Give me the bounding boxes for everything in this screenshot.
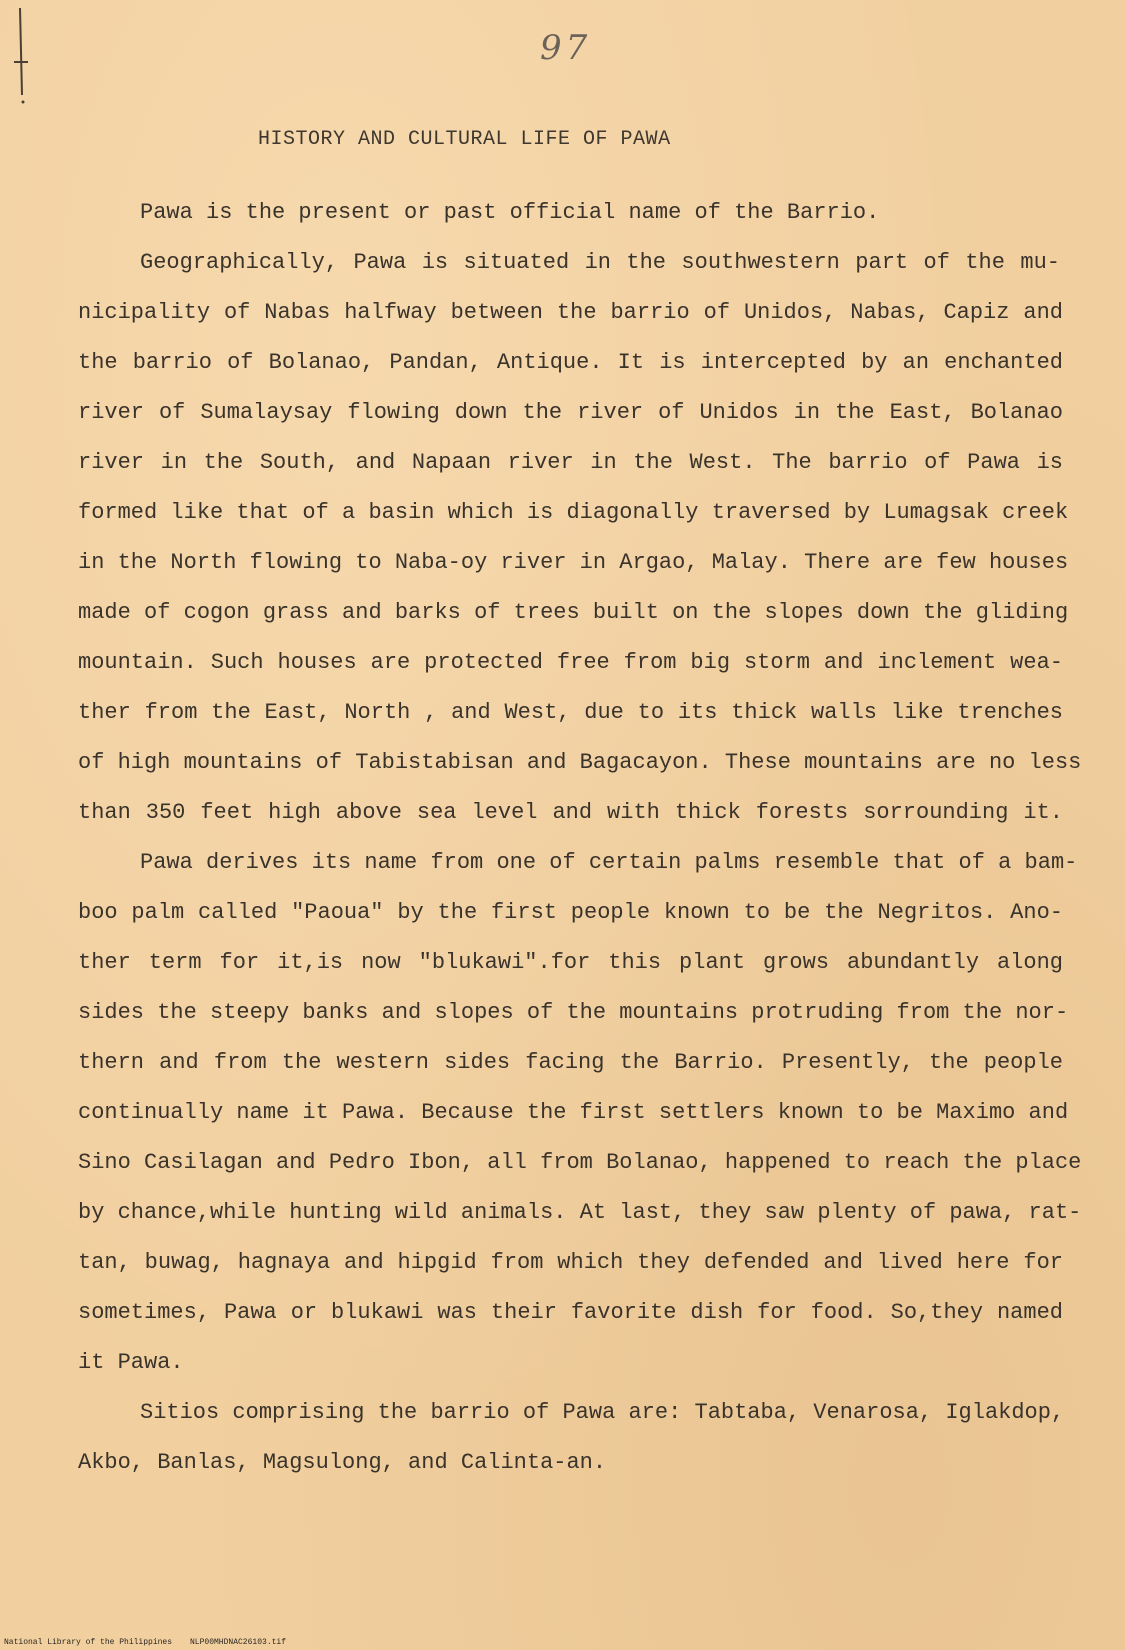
paragraph-line: thern and from the western sides facing the Barrio. Presently, the people bbox=[78, 1050, 1063, 1075]
paragraph-line: river in the South, and Napaan river in the West. The barrio of Pawa is bbox=[78, 450, 1063, 475]
paragraph-line: tan, buwag, hagnaya and hipgid from which they defended and lived here for bbox=[78, 1250, 1063, 1275]
paragraph-line: of high mountains of Tabistabisan and Bagacayon. These mountains are no less bbox=[78, 750, 1082, 775]
paragraph-line: Sitios comprising the barrio of Pawa are: Tabtaba, Venarosa, Iglakdop, bbox=[140, 1400, 1065, 1425]
paragraph-line: nicipality of Nabas halfway between the barrio of Unidos, Nabas, Capiz and bbox=[78, 300, 1063, 325]
paragraph-line: Akbo, Banlas, Magsulong, and Calinta-an. bbox=[78, 1450, 607, 1475]
paragraph-line: Pawa derives its name from one of certain palms resemble that of a bam- bbox=[140, 850, 1078, 875]
paragraph-line: sides the steepy banks and slopes of the mountains protruding from the nor- bbox=[78, 1000, 1069, 1025]
paragraph-line: Sino Casilagan and Pedro Ibon, all from Bolanao, happened to reach the place bbox=[78, 1150, 1082, 1175]
paragraph-line: Pawa is the present or past official name of the Barrio. bbox=[140, 200, 880, 225]
paragraph-line: mountain. Such houses are protected free from big storm and inclement wea- bbox=[78, 650, 1063, 675]
paragraph-line: sometimes, Pawa or blukawi was their favorite dish for food. So,they named bbox=[78, 1300, 1063, 1325]
paragraph-line: Geographically, Pawa is situated in the southwestern part of the mu- bbox=[140, 250, 1060, 275]
paragraph-line: river of Sumalaysay flowing down the river of Unidos in the East, Bolanao bbox=[78, 400, 1063, 425]
document-title: HISTORY AND CULTURAL LIFE OF PAWA bbox=[258, 128, 671, 151]
footer-library: National Library of the Philippines bbox=[4, 1638, 173, 1647]
paragraph-line: in the North flowing to Naba-oy river in Argao, Malay. There are few houses bbox=[78, 550, 1069, 575]
paragraph-line: continually name it Pawa. Because the first settlers known to be Maximo and bbox=[78, 1100, 1069, 1125]
footer-filename: NLP00MHDNAC26103.tif bbox=[190, 1638, 287, 1647]
paragraph-line: by chance,while hunting wild animals. At last, they saw plenty of pawa, rat- bbox=[78, 1200, 1082, 1225]
paragraph-line: made of cogon grass and barks of trees built on the slopes down the gliding bbox=[78, 600, 1069, 625]
paragraph-line: it Pawa. bbox=[78, 1350, 184, 1375]
paragraph-line: boo palm called "Paoua" by the first people known to be the Negritos. Ano- bbox=[78, 900, 1063, 925]
paragraph-line: the barrio of Bolanao, Pandan, Antique. It is intercepted by an enchanted bbox=[78, 350, 1063, 375]
paragraph-line: than 350 feet high above sea level and with thick forests sorrounding it. bbox=[78, 800, 1063, 825]
binding-mark bbox=[0, 0, 40, 130]
paragraph-line: ther term for it,is now "blukawi".for this plant grows abundantly along bbox=[78, 950, 1063, 975]
paragraph-line: ther from the East, North , and West, due to its thick walls like trenches bbox=[78, 700, 1063, 725]
page-number: 97 bbox=[540, 28, 592, 68]
paragraph-line: formed like that of a basin which is diagonally traversed by Lumagsak creek bbox=[78, 500, 1069, 525]
